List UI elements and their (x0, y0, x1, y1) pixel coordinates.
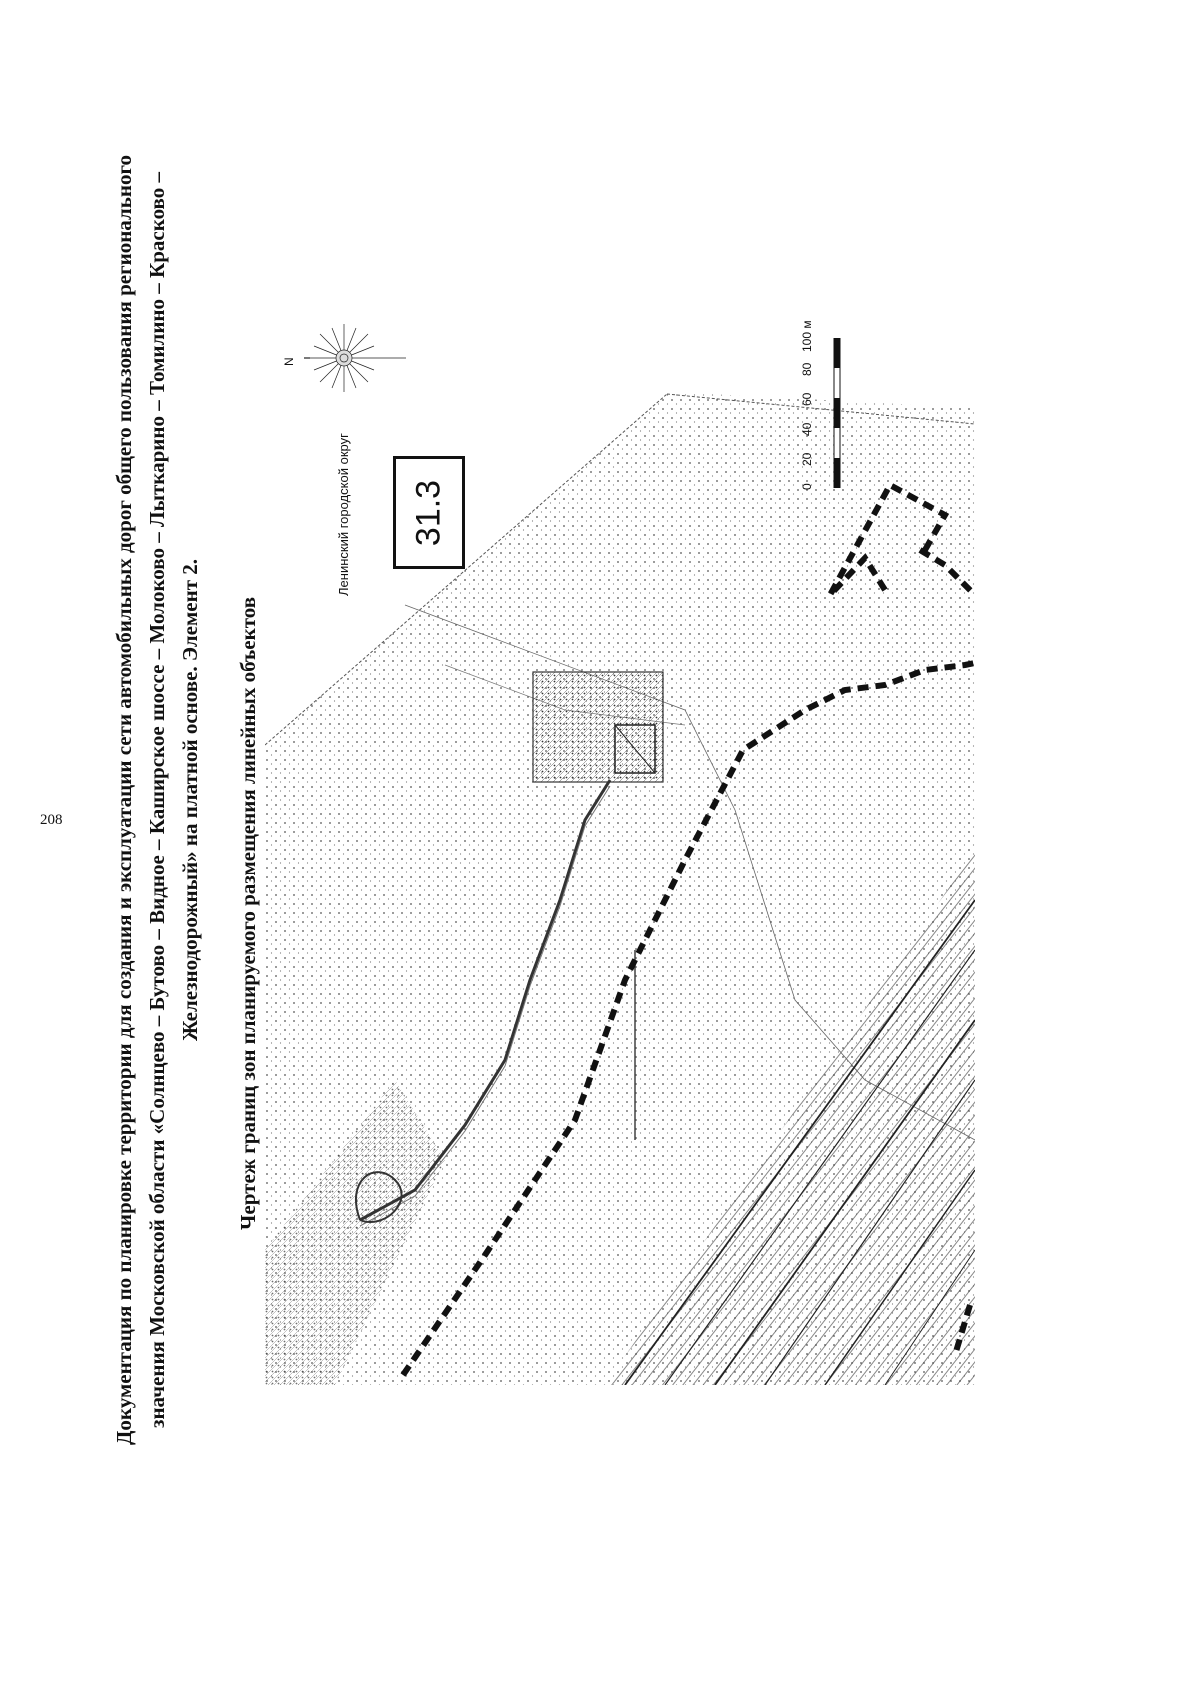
scale-tick-20: 20 (800, 452, 814, 466)
scale-tick-40: 40 (800, 422, 814, 436)
scale-tick-80: 80 (800, 362, 814, 376)
title-line-1: Документация по планировке территории для создания и эксплуатации сети автомобильных дорог общего пользования регионального (112, 155, 136, 1446)
document-title (108, 55, 207, 1545)
scale-tick-100: 100 м (800, 320, 814, 352)
north-arrow-compass (282, 318, 414, 403)
north-label: N (282, 357, 296, 366)
scale-bar (800, 320, 854, 493)
building-block (533, 672, 663, 782)
map-svg (265, 380, 975, 1385)
page-number: 208 (40, 812, 63, 828)
title-line-2: значения Московской области «Солнцево – Бутово – Видное – Каширское шоссе – Молоково – Лыткарино – Томилино – Красково – (145, 172, 169, 1428)
scale-tick-0: 0 (800, 483, 814, 490)
drawing-caption: Чертеж границ зон планируемого размещения линейных объектов (236, 596, 260, 1230)
compass-rose-icon (304, 318, 414, 398)
scale-tick-60: 60 (800, 392, 814, 406)
sheet-number-box (393, 456, 465, 569)
sheet-number: 31.3 (409, 479, 448, 546)
map-drawing (265, 380, 975, 1385)
district-label: Ленинский городской округ (336, 433, 351, 596)
title-line-3: Железнодорожный» на платной основе. Элемент 2. (178, 558, 202, 1042)
